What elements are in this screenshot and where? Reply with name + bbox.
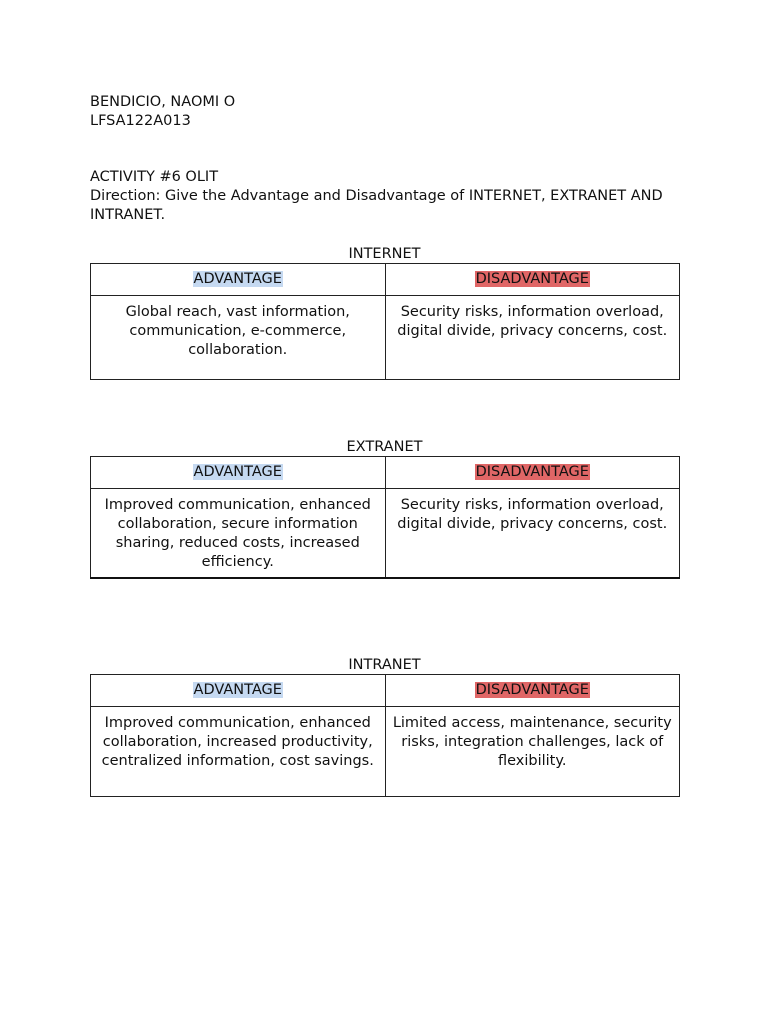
disadvantage-header-cell	[385, 457, 680, 489]
disadvantage-cell: Security risks, information overload, digital divide, privacy concerns, cost.	[385, 296, 680, 380]
table-header-row	[91, 264, 680, 296]
advantage-header-cell	[91, 457, 386, 489]
advantage-header: ADVANTAGE	[193, 682, 282, 698]
advantage-header: ADVANTAGE	[193, 271, 282, 287]
advantage-header: ADVANTAGE	[193, 464, 282, 480]
table-header-row	[91, 457, 680, 489]
advantage-header-cell	[91, 675, 386, 707]
table-row	[91, 489, 680, 579]
internet-table	[90, 263, 680, 380]
activity-title: ACTIVITY #6 OLIT	[90, 169, 219, 185]
disadvantage-header: DISADVANTAGE	[475, 682, 589, 698]
student-id: LFSA122A013	[90, 113, 191, 129]
disadvantage-header: DISADVANTAGE	[475, 464, 589, 480]
extranet-table	[90, 456, 680, 579]
advantage-cell: Global reach, vast information, communication, e-commerce, collaboration.	[91, 296, 386, 380]
section-title-extranet: EXTRANET	[346, 439, 423, 455]
disadvantage-header-cell	[385, 675, 680, 707]
advantage-header-cell	[91, 264, 386, 296]
disadvantage-header-cell	[385, 264, 680, 296]
table-header-row	[91, 675, 680, 707]
student-name: BENDICIO, NAOMI O	[90, 94, 236, 110]
table-row	[91, 296, 680, 380]
disadvantage-cell: Security risks, information overload, digital divide, privacy concerns, cost.	[385, 489, 680, 579]
disadvantage-cell: Limited access, maintenance, security risks, integration challenges, lack of flexibility.	[385, 707, 680, 797]
advantage-cell: Improved communication, enhanced collaboration, increased productivity, centralized information, cost savings.	[91, 707, 386, 797]
section-title-internet: INTERNET	[348, 246, 421, 262]
activity-direction: Direction: Give the Advantage and Disadvantage of INTERNET, EXTRANET AND INTRANET.	[90, 188, 663, 223]
advantage-cell: Improved communication, enhanced collaboration, secure information sharing, reduced costs, increased efficiency.	[91, 489, 386, 579]
disadvantage-header: DISADVANTAGE	[475, 271, 589, 287]
intranet-table	[90, 674, 680, 797]
section-title-intranet: INTRANET	[348, 657, 421, 673]
table-row	[91, 707, 680, 797]
